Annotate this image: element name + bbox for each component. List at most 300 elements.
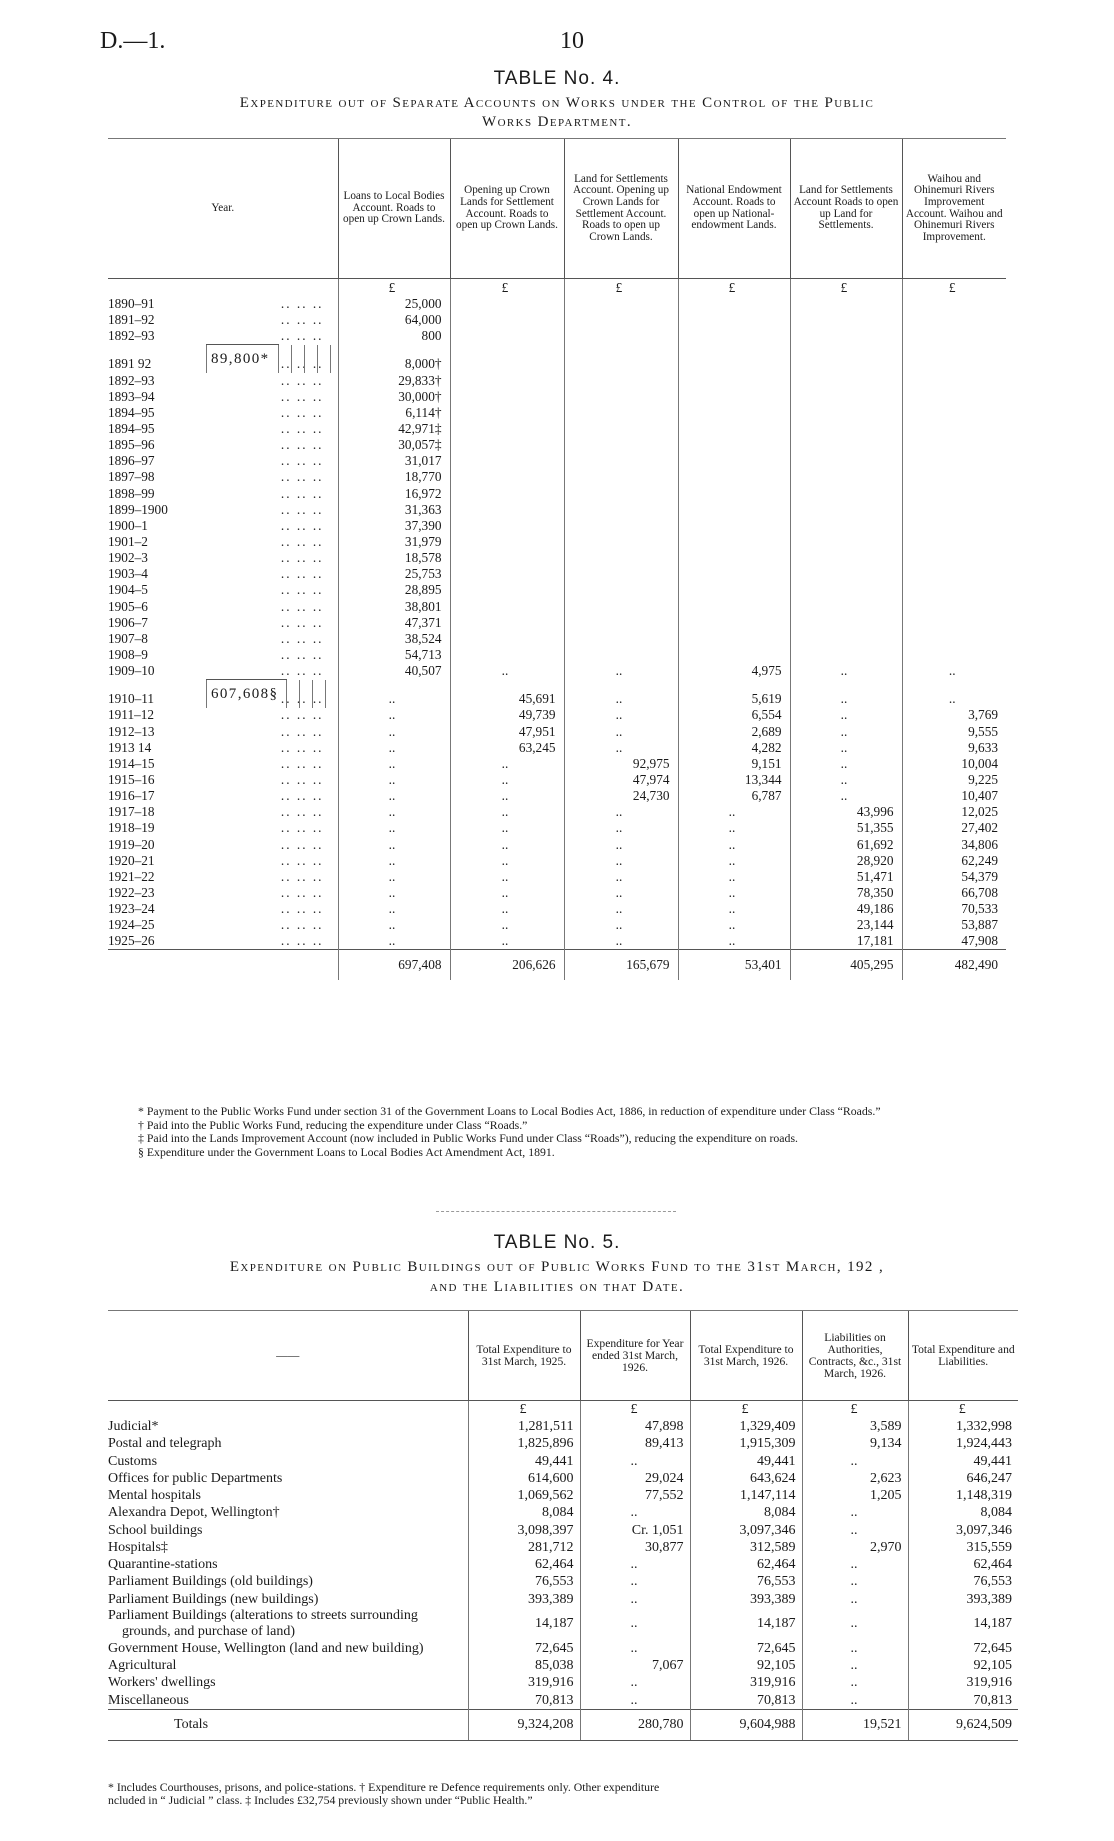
value-cell: 37,390 [338, 518, 450, 534]
row-label: Agricultural [108, 1658, 177, 1674]
value-cell: 3,098,397 [468, 1522, 580, 1539]
value-cell: 319,916 [690, 1675, 802, 1692]
value-cell: 25,000 [338, 296, 450, 312]
value-cell [450, 502, 564, 518]
value-cell: 4,975 [678, 663, 790, 679]
value-cell [902, 405, 1006, 421]
value-cell: 51,471 [790, 869, 902, 885]
row-label: Alexandra Depot, Wellington† [108, 1505, 280, 1521]
empty-cell [198, 345, 207, 374]
value-cell: 63,245 [450, 740, 564, 756]
table5-subtitle-line1: Expenditure on Public Buildings out of Public Works Fund to the 31st March, 192 , [229, 1259, 885, 1275]
year-cell [108, 453, 338, 469]
value-cell [902, 631, 1006, 647]
table5-title: TABLE No. 5. [493, 1232, 621, 1253]
year-cell [108, 756, 338, 772]
value-cell: 92,975 [564, 756, 678, 772]
table-row [108, 1608, 1018, 1640]
table-row [108, 820, 1006, 836]
value-cell: .. [338, 885, 450, 901]
value-cell: 9,633 [902, 740, 1006, 756]
pound-sign: £ [564, 279, 678, 297]
year-label: 1891 92 [108, 356, 152, 372]
value-cell: 54,379 [902, 869, 1006, 885]
value-cell: .. [580, 1453, 690, 1470]
value-cell: 5,619 [678, 691, 790, 707]
value-cell: 24,730 [564, 788, 678, 804]
value-cell: .. [450, 917, 564, 933]
year-cell [108, 901, 338, 917]
value-cell: .. [802, 1574, 908, 1591]
value-cell: .. [564, 804, 678, 820]
value-cell: .. [580, 1692, 690, 1710]
value-cell [902, 389, 1006, 405]
value-cell: .. [450, 820, 564, 836]
value-cell: 85,038 [468, 1658, 580, 1675]
year-cell [108, 389, 338, 405]
table4-subtitle-line1: Expenditure out of Separate Accounts on Works under the Control of the Public [239, 95, 875, 111]
value-cell [450, 615, 564, 631]
leader-dots: .. .. .. [280, 836, 324, 852]
value-cell: 28,920 [790, 853, 902, 869]
value-cell: 76,553 [690, 1574, 802, 1591]
value-cell: .. [564, 820, 678, 836]
value-cell: 76,553 [908, 1574, 1018, 1591]
value-cell: .. [450, 885, 564, 901]
table-row [108, 405, 1006, 421]
value-cell: 70,813 [690, 1692, 802, 1710]
value-cell: .. [678, 820, 790, 836]
pound-sign: £ [450, 279, 564, 297]
year-cell [108, 373, 338, 389]
table-row [108, 328, 1006, 344]
value-cell [678, 296, 790, 312]
value-cell: 62,464 [908, 1557, 1018, 1574]
leader-dots: .. .. .. [280, 356, 324, 372]
value-cell: .. [564, 885, 678, 901]
value-cell: .. [902, 691, 1006, 707]
row-label: Customs [108, 1453, 158, 1469]
pound-sign: £ [468, 1401, 580, 1419]
value-cell [902, 437, 1006, 453]
value-cell: 70,813 [468, 1692, 580, 1710]
year-cell [108, 772, 338, 788]
empty-cell [313, 680, 326, 709]
totals-row [108, 1710, 1018, 1741]
value-cell [450, 566, 564, 582]
value-cell [450, 421, 564, 437]
pound-sign: £ [580, 1401, 690, 1419]
value-cell [790, 518, 902, 534]
table5-footnote-line1: * Includes Courthouses, prisons, and police-stations. † Expenditure re Defence requirements only. Other expenditure [108, 1780, 660, 1794]
leader-dots: .. .. .. [280, 485, 324, 501]
value-cell [678, 502, 790, 518]
year-label: 1908–9 [108, 647, 148, 663]
table-row [108, 312, 1006, 328]
value-cell [678, 453, 790, 469]
leader-dots: .. .. .. [280, 852, 324, 868]
table-row [108, 373, 1006, 389]
col-opening-crown-lands-header: Opening up Crown Lands for Settlement Account. Roads to open up Crown Lands. [450, 139, 564, 279]
year-cell [108, 647, 338, 663]
row-label: Judicial* [108, 1419, 159, 1435]
table4-title: TABLE No. 4. [493, 68, 621, 89]
table5-footnotes [108, 1781, 1018, 1807]
value-cell [790, 582, 902, 598]
year-label: 1904–5 [108, 582, 148, 598]
table-row [108, 631, 1006, 647]
value-cell: 2,970 [802, 1539, 908, 1556]
year-label: 1913 14 [108, 739, 152, 755]
pound-sign: £ [802, 1401, 908, 1419]
value-cell: 9,134 [802, 1436, 908, 1453]
value-cell: 38,801 [338, 599, 450, 615]
leader-dots: .. .. .. [280, 328, 324, 344]
value-cell: .. [564, 869, 678, 885]
value-cell: .. [678, 853, 790, 869]
value-cell: 16,972 [338, 486, 450, 502]
value-cell [678, 486, 790, 502]
value-cell: 2,689 [678, 724, 790, 740]
leader-dots: .. .. .. [280, 517, 324, 533]
value-cell: 312,589 [690, 1539, 802, 1556]
value-cell [678, 312, 790, 328]
table-row [108, 869, 1006, 885]
year-cell [108, 853, 338, 869]
year-cell [108, 804, 338, 820]
leader-dots: .. .. .. [280, 933, 324, 949]
col-land-settlements-opening-header: Land for Settlements Account. Opening up Crown Lands for Settlement Account. Roads to open up Crown Lands. [564, 139, 678, 279]
leader-dots: .. .. .. [280, 550, 324, 566]
leader-dots: .. .. .. [280, 868, 324, 884]
value-cell: 10,407 [902, 788, 1006, 804]
year-cell [108, 550, 338, 566]
year-label: 1892–93 [108, 328, 155, 344]
leader-dots: .. .. .. [280, 707, 324, 723]
value-cell [790, 534, 902, 550]
table-row [108, 1557, 1018, 1574]
page-number: 10 [560, 28, 584, 54]
value-cell: 31,979 [338, 534, 450, 550]
value-cell [564, 405, 678, 421]
value-cell: Cr. 1,051 [580, 1522, 690, 1539]
year-label: 1901–2 [108, 534, 148, 550]
value-cell [678, 389, 790, 405]
table-row [108, 707, 1006, 723]
totals-label: Totals [108, 1710, 468, 1741]
subtotal-row [198, 679, 1114, 708]
value-cell: .. [564, 837, 678, 853]
value-cell: .. [678, 917, 790, 933]
value-cell [902, 582, 1006, 598]
table-row [108, 453, 1006, 469]
table-row [108, 663, 1006, 679]
value-cell [564, 631, 678, 647]
year-label: 1893–94 [108, 388, 155, 404]
year-label: 1903–4 [108, 566, 148, 582]
col-loans-local-bodies-header: Loans to Local Bodies Account. Roads to open up Crown Lands. [338, 139, 450, 279]
row-label: Parliament Buildings (alterations to streets surrounding grounds, and purchase of land) [108, 1608, 418, 1640]
value-cell [678, 550, 790, 566]
pound-sign: £ [678, 279, 790, 297]
value-cell: 70,533 [902, 901, 1006, 917]
year-label: 1919–20 [108, 836, 155, 852]
value-cell: 64,000 [338, 312, 450, 328]
value-cell [902, 550, 1006, 566]
value-cell: 38,524 [338, 631, 450, 647]
value-cell: 92,105 [908, 1658, 1018, 1675]
value-cell: 17,181 [790, 933, 902, 950]
leader-dots: .. .. .. [280, 804, 324, 820]
row-label: Parliament Buildings (new buildings) [108, 1591, 319, 1607]
value-cell [902, 566, 1006, 582]
footnote-section: § Expenditure under the Government Loans to Local Bodies Act Amendment Act, 1891. [138, 1144, 555, 1159]
table-row [108, 933, 1006, 950]
value-cell: .. [338, 933, 450, 950]
value-cell: 9,151 [678, 756, 790, 772]
leader-dots: .. .. .. [280, 917, 324, 933]
year-label: 1899–1900 [108, 501, 168, 517]
value-cell: 1,069,562 [468, 1488, 580, 1505]
value-cell: 49,441 [690, 1453, 802, 1470]
value-cell: 1,329,409 [690, 1419, 802, 1436]
value-cell [564, 502, 678, 518]
subtotal-row [198, 344, 1114, 373]
value-cell: 27,402 [902, 820, 1006, 836]
year-label: 1925–26 [108, 933, 155, 949]
row-label: Offices for public Departments [108, 1470, 283, 1486]
value-cell [564, 469, 678, 485]
value-cell: .. [450, 772, 564, 788]
row-label: Quarantine-stations [108, 1557, 218, 1573]
table-row [108, 1574, 1018, 1591]
value-cell: .. [802, 1591, 908, 1608]
leader-dots: .. .. .. [280, 691, 324, 707]
table-row [108, 502, 1006, 518]
table-row [108, 582, 1006, 598]
value-cell: .. [802, 1640, 908, 1657]
value-cell [564, 453, 678, 469]
value-cell: .. [802, 1557, 908, 1574]
value-cell [450, 453, 564, 469]
pound-sign: £ [338, 279, 450, 297]
year-cell [108, 631, 338, 647]
table-row [108, 788, 1006, 804]
value-cell: 47,951 [450, 724, 564, 740]
value-cell [790, 615, 902, 631]
value-cell: .. [338, 837, 450, 853]
value-cell [790, 453, 902, 469]
value-cell: 1,205 [802, 1488, 908, 1505]
value-cell: 47,371 [338, 615, 450, 631]
col-land-settlements-roads-header: Land for Settlements Account Roads to open up Land for Settlements. [790, 139, 902, 279]
value-cell [902, 328, 1006, 344]
table-row [108, 518, 1006, 534]
year-label: 1918–19 [108, 820, 155, 836]
value-cell: .. [564, 853, 678, 869]
value-cell [564, 550, 678, 566]
total-cell: 53,401 [678, 950, 790, 981]
value-cell: 646,247 [908, 1470, 1018, 1487]
table-row [108, 1658, 1018, 1675]
value-cell: 614,600 [468, 1470, 580, 1487]
value-cell: .. [790, 756, 902, 772]
value-cell [678, 405, 790, 421]
table-row [108, 1453, 1018, 1470]
document-reference: D.—1. [100, 28, 166, 54]
value-cell: 8,000† [338, 356, 450, 372]
value-cell: .. [790, 663, 902, 679]
leader-dots: .. .. .. [280, 772, 324, 787]
value-cell [450, 312, 564, 328]
col-liabilities-header: Liabilities on Authorities, Contracts, &c., 31st March, 1926. [802, 1311, 908, 1401]
footnote-double-dagger: ‡ Paid into the Lands Improvement Account (now included in Public Works Fund under Class “Roads”), reducing the expenditure on roads. [138, 1131, 798, 1145]
value-cell: 319,916 [468, 1675, 580, 1692]
totals-row [108, 950, 1006, 981]
year-label: 1894–95 [108, 421, 155, 437]
year-cell [108, 615, 338, 631]
table-row [108, 853, 1006, 869]
leader-dots: .. .. .. [280, 723, 324, 739]
table-row [108, 534, 1006, 550]
leader-dots: .. .. .. [280, 739, 324, 755]
pound-sign: £ [690, 1401, 802, 1419]
value-cell [450, 373, 564, 389]
value-cell [678, 566, 790, 582]
total-cell: 19,521 [802, 1710, 908, 1741]
year-label: 1905–6 [108, 598, 148, 614]
leader-dots: .. .. .. [280, 421, 324, 437]
value-cell: 315,559 [908, 1539, 1018, 1556]
table-row [108, 599, 1006, 615]
value-cell: .. [790, 740, 902, 756]
empty-cell [198, 680, 207, 709]
year-cell [108, 707, 338, 723]
value-cell: .. [802, 1522, 908, 1539]
value-cell: .. [790, 772, 902, 788]
year-label: 1894–95 [108, 404, 155, 420]
table-row [108, 421, 1006, 437]
value-cell: .. [580, 1640, 690, 1657]
value-cell: 49,441 [468, 1453, 580, 1470]
table-row [108, 740, 1006, 756]
value-cell [790, 647, 902, 663]
value-cell [564, 566, 678, 582]
value-cell: .. [564, 663, 678, 679]
value-cell [790, 437, 902, 453]
value-cell: 70,813 [908, 1692, 1018, 1710]
value-cell: .. [564, 933, 678, 950]
value-cell: 29,024 [580, 1470, 690, 1487]
empty-cell [326, 680, 339, 709]
value-cell: 1,147,114 [690, 1488, 802, 1505]
value-cell [678, 421, 790, 437]
year-cell [108, 788, 338, 804]
year-label: 1895–96 [108, 437, 155, 453]
table-row [108, 804, 1006, 820]
value-cell [902, 502, 1006, 518]
table-row [108, 389, 1006, 405]
value-cell: 76,553 [468, 1574, 580, 1591]
year-label: 1920–21 [108, 852, 155, 868]
value-cell [902, 421, 1006, 437]
value-cell: 43,996 [790, 804, 902, 820]
table4-subtitle-line2: Works Department. [482, 114, 632, 130]
table-row [108, 1640, 1018, 1657]
year-cell [108, 724, 338, 740]
leader-dots: .. .. .. [280, 788, 324, 804]
value-cell: 62,464 [690, 1557, 802, 1574]
value-cell: .. [338, 691, 450, 707]
value-cell [902, 518, 1006, 534]
value-cell: .. [790, 707, 902, 723]
row-label: School buildings [108, 1522, 203, 1538]
col-total-exp-liabilities-header: Total Expenditure and Liabilities. [908, 1311, 1018, 1401]
year-label: 1914–15 [108, 755, 155, 771]
value-cell: 18,770 [338, 469, 450, 485]
value-cell: 61,692 [790, 837, 902, 853]
value-cell [678, 647, 790, 663]
value-cell: 3,097,346 [690, 1522, 802, 1539]
empty-cell [339, 680, 352, 709]
footnote-dagger: † Paid into the Public Works Fund, reducing the expenditure under Class “Roads.” [138, 1117, 528, 1132]
table-row [108, 566, 1006, 582]
value-cell: 40,507 [338, 663, 450, 679]
table-row [108, 1591, 1018, 1608]
year-label: 1921–22 [108, 868, 155, 884]
value-cell: 47,974 [564, 772, 678, 788]
value-cell: 393,389 [468, 1591, 580, 1608]
empty-cell [304, 345, 317, 374]
year-cell [108, 312, 338, 328]
value-cell: .. [580, 1505, 690, 1522]
value-cell: 3,769 [902, 707, 1006, 723]
year-cell [108, 599, 338, 615]
col-national-endowment-header: National Endowment Account. Roads to open up National-endowment Lands. [678, 139, 790, 279]
table-row [108, 1436, 1018, 1453]
year-label: 1890–91 [108, 296, 155, 312]
leader-dots: .. .. .. [280, 312, 324, 328]
value-cell: 14,187 [908, 1608, 1018, 1640]
value-cell [450, 599, 564, 615]
value-cell: 393,389 [908, 1591, 1018, 1608]
subtotal-cell: 607,608§ [207, 680, 287, 709]
value-cell: .. [790, 691, 902, 707]
value-cell [902, 647, 1006, 663]
value-cell: .. [564, 740, 678, 756]
total-cell: 697,408 [338, 950, 450, 981]
value-cell [678, 599, 790, 615]
col-waihou-ohinemuri-header: Waihou and Ohinemuri Rivers Improvement Account. Waihou and Ohinemuri Rivers Improvement. [902, 139, 1006, 279]
leader-dots: .. .. .. [280, 469, 324, 485]
subtotal-cell: 89,800* [207, 345, 279, 374]
year-label: 1923–24 [108, 901, 155, 917]
year-cell [108, 502, 338, 518]
value-cell: 3,589 [802, 1419, 908, 1436]
value-cell: 30,877 [580, 1539, 690, 1556]
table-row [108, 486, 1006, 502]
leader-dots: .. .. .. [280, 296, 324, 312]
value-cell [790, 550, 902, 566]
value-cell: .. [678, 804, 790, 820]
year-cell [108, 837, 338, 853]
value-cell: 45,691 [450, 691, 564, 707]
value-cell: 8,084 [908, 1505, 1018, 1522]
value-cell [678, 631, 790, 647]
leader-dots: .. .. .. [280, 598, 324, 614]
value-cell: .. [338, 853, 450, 869]
value-cell [790, 389, 902, 405]
